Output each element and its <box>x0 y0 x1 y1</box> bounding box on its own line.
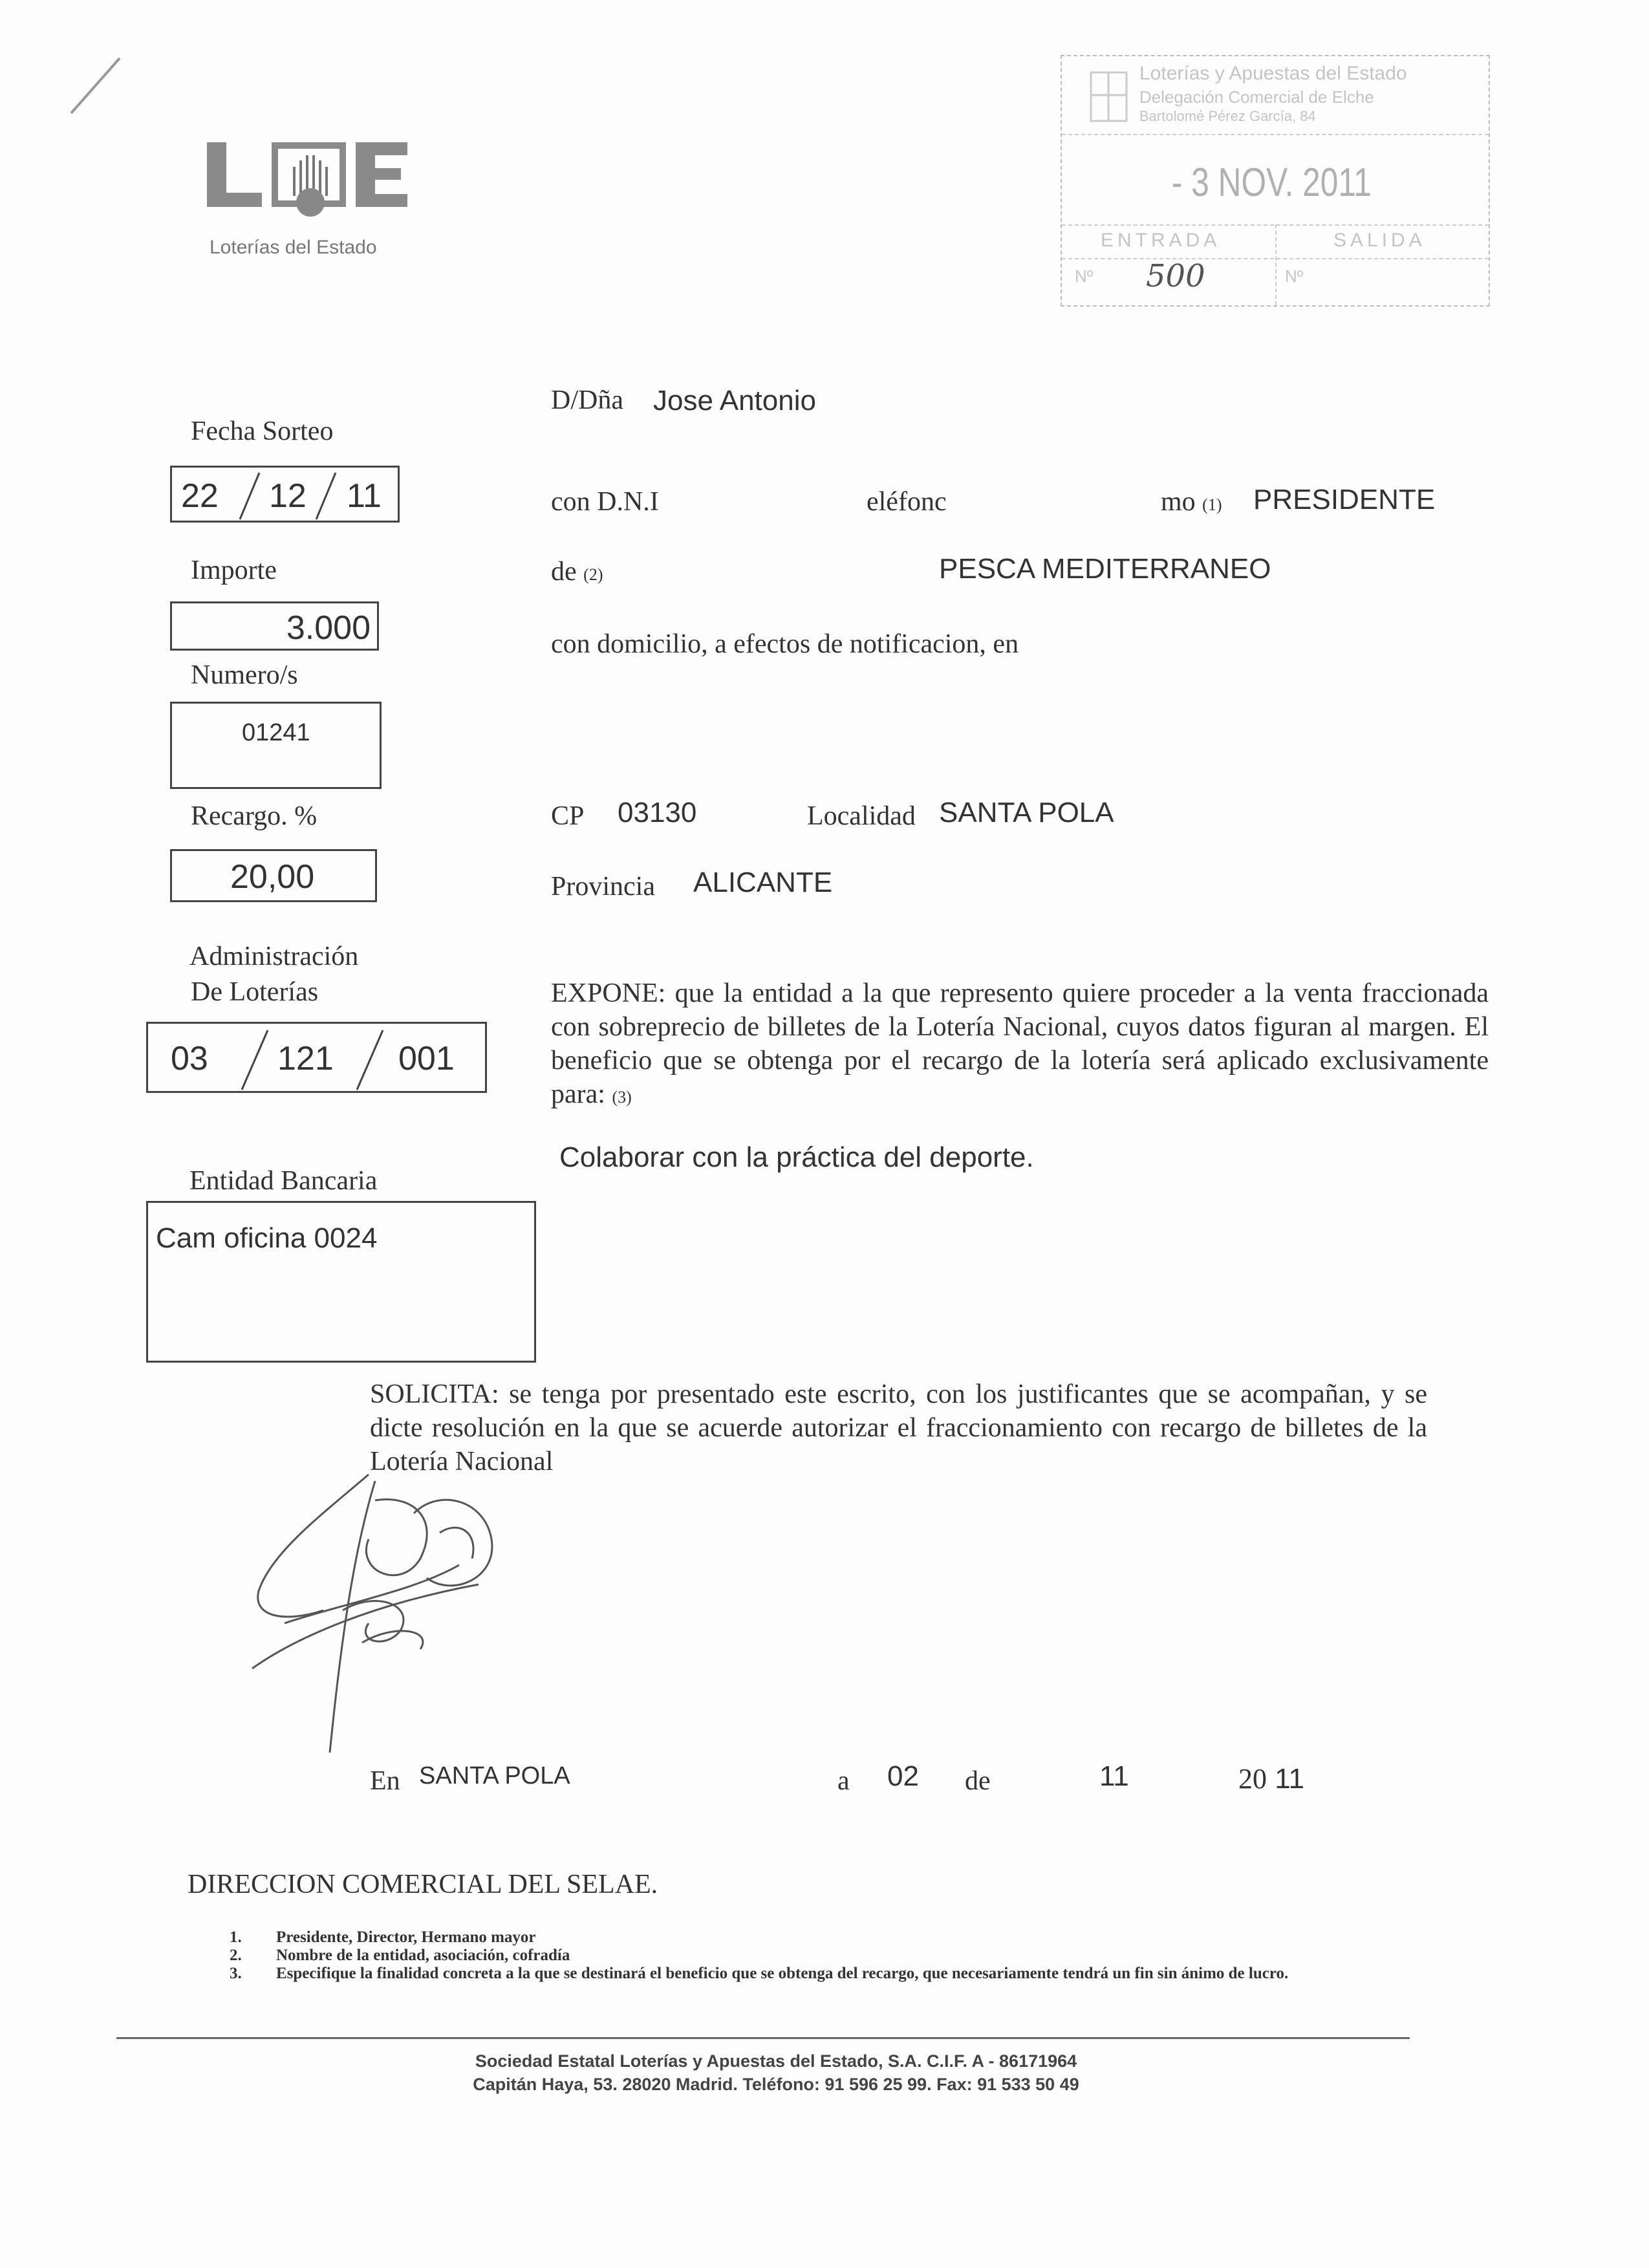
como-label: mo (1) <box>1161 487 1222 517</box>
fecha-day: 22 <box>181 477 219 515</box>
stamp-date: - 3 NOV. 2011 <box>1172 160 1372 205</box>
note-item: 3. Especifique la finalidad concreta a la que se destinará el beneficio que se obtenga del recargo, que necesariamente tendrá un fin sin ánimo de lucro. <box>230 1965 1289 1982</box>
pencil-mark <box>61 52 133 123</box>
shield-emblem-icon <box>1088 69 1130 127</box>
telefono-label: eléfonc <box>867 487 947 517</box>
administracion-label: Administración <box>189 942 359 971</box>
logo-caption: Loterías del Estado <box>210 237 377 258</box>
fecha-sorteo-box <box>170 466 400 523</box>
provincia-value: ALICANTE <box>693 867 833 898</box>
signature <box>246 1455 543 1759</box>
registration-stamp <box>1061 55 1490 307</box>
fecha-month: 12 <box>269 477 307 515</box>
numeros-value: 01241 <box>242 719 310 746</box>
localidad-value: SANTA POLA <box>939 797 1114 828</box>
footer-line-1: Sociedad Estatal Loterías y Apuestas del Estado, S.A. C.I.F. A - 86171964 <box>475 2051 1077 2071</box>
stamp-salida-no-prefix: Nº <box>1285 266 1304 286</box>
fecha-year: 11 <box>347 477 382 515</box>
dona-value: Jose Antonio <box>653 385 816 416</box>
provincia-label: Provincia <box>551 872 655 902</box>
en-value: SANTA POLA <box>419 1762 570 1789</box>
admin-separator-slash <box>354 1028 386 1092</box>
stamp-entrada-number: 500 <box>1146 258 1205 294</box>
solicita-paragraph: SOLICITA: se tenga por presentado este escrito, con los justificantes que se acompañan, y se dicte resolución en la que se acuerde autorizar el fraccionamiento con recargo de billetes de la Lotería Nacional <box>370 1379 1427 1476</box>
note-item: 2. Nombre de la entidad, asociación, cofradía <box>230 1947 570 1964</box>
cp-value: 03130 <box>618 797 697 828</box>
recargo-label: Recargo. % <box>191 801 318 831</box>
stamp-line-2: Delegación Comercial de Elche <box>1139 87 1374 107</box>
administracion-a: 03 <box>171 1040 208 1077</box>
recargo-box <box>170 849 377 902</box>
dni-label: con D.N.I <box>551 487 659 517</box>
entidad-bancaria-box <box>146 1201 536 1363</box>
de-value: PESCA MEDITERRANEO <box>939 553 1271 585</box>
admin-separator-slash <box>239 1028 271 1092</box>
day-value: 02 <box>887 1760 919 1792</box>
date-separator-slash <box>313 471 339 521</box>
direccion-comercial: DIRECCION COMERCIAL DEL SELAE. <box>188 1870 658 1899</box>
dona-label: D/Dña <box>551 385 623 415</box>
importe-value: 3.000 <box>286 609 371 647</box>
a-label: a <box>837 1766 850 1796</box>
numeros-label: Numero/s <box>191 660 298 690</box>
stamp-salida-label: SALIDA <box>1333 230 1426 251</box>
importe-box <box>170 601 379 651</box>
recargo-value: 20,00 <box>230 858 315 896</box>
stamp-line-1: Loterías y Apuestas del Estado <box>1139 63 1407 84</box>
localidad-label: Localidad <box>807 801 916 831</box>
importe-label: Importe <box>191 556 277 585</box>
date-separator-slash <box>237 471 263 521</box>
como-value: PRESIDENTE <box>1253 484 1436 515</box>
notes-list <box>230 1928 1471 1983</box>
de-loterias-label: De Loterías <box>191 977 319 1007</box>
administracion-c: 001 <box>398 1040 455 1077</box>
entidad-bancaria-value: Cam oficina 0024 <box>156 1222 378 1254</box>
lae-logo <box>207 142 414 258</box>
finalidad-value: Colaborar con la práctica del deporte. <box>559 1141 1034 1173</box>
fecha-sorteo-label: Fecha Sorteo <box>191 416 334 446</box>
cp-label: CP <box>551 801 585 831</box>
year-value: 20 11 <box>1238 1763 1304 1795</box>
month-value: 11 <box>1099 1760 1129 1792</box>
numeros-box <box>170 702 382 789</box>
note-item: 1. Presidente, Director, Hermano mayor <box>230 1928 536 1946</box>
en-label: En <box>370 1766 400 1796</box>
footer-line-2: Capitán Haya, 53. 28020 Madrid. Teléfono: 91 596 25 99. Fax: 91 533 50 49 <box>473 2075 1079 2094</box>
administracion-box <box>146 1022 487 1093</box>
domicilio-label: con domicilio, a efectos de notificacion, en <box>551 629 1019 659</box>
expone-paragraph: EXPONE: que la entidad a la que represento quiere proceder a la venta fraccionada con sobreprecio de billetes de la Lotería Nacional, cuyos datos figuran al margen. El beneficio que se obtenga por el recargo de la lotería será aplicado exclusivamente para: (3) <box>551 978 1489 1109</box>
de-date-label: de <box>965 1766 991 1796</box>
stamp-entrada-no-prefix: Nº <box>1075 266 1094 286</box>
de-label: de (2) <box>551 557 603 587</box>
footer-divider <box>116 2037 1410 2039</box>
entidad-bancaria-label: Entidad Bancaria <box>189 1166 378 1196</box>
administracion-b: 121 <box>277 1040 334 1077</box>
stamp-line-3: Bartolomé Pérez García, 84 <box>1139 108 1316 124</box>
stamp-entrada-label: ENTRADA <box>1101 230 1221 251</box>
